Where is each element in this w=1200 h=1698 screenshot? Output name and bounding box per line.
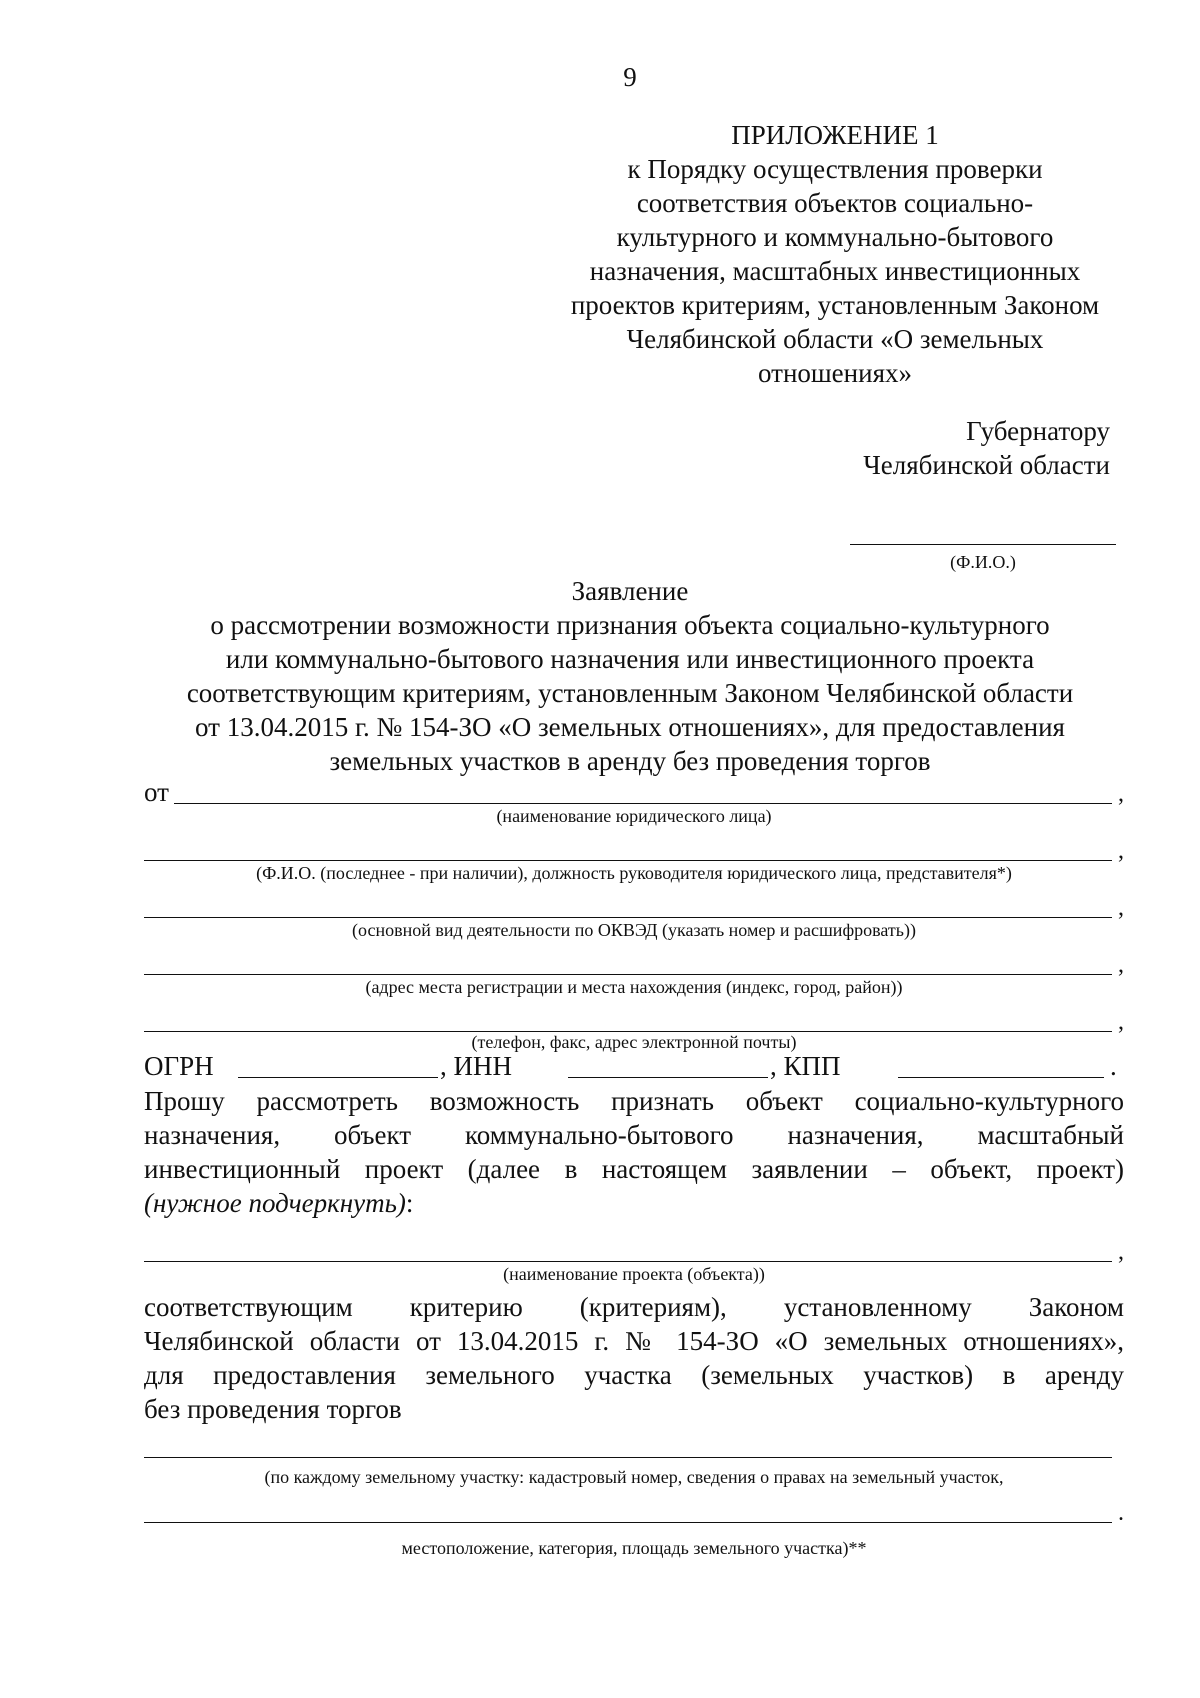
appendix-line: проектов критериям, установленным Законом <box>570 290 1100 320</box>
head-caption: (Ф.И.О. (последнее - при наличии), должность руководителя юридического лица, представителя*) <box>256 863 1012 883</box>
project-name-field[interactable] <box>144 1234 1124 1264</box>
appendix-header <box>555 118 1115 390</box>
legal-name-field[interactable] <box>144 776 1124 806</box>
land-plot-caption-1: (по каждому земельному участку: кадастровый номер, сведения о правах на земельный участок, <box>264 1467 1004 1487</box>
registration-row <box>144 1048 1124 1082</box>
field-comma: , <box>1118 1009 1124 1035</box>
statement-line: или коммунально-бытового назначения или инвестиционного проекта <box>225 644 1035 674</box>
land-plot-field-1[interactable] <box>144 1430 1124 1460</box>
addressee-title: Губернатору <box>966 416 1110 446</box>
contacts-field[interactable] <box>144 1004 1124 1034</box>
fio-caption: (Ф.И.О.) <box>950 552 1016 572</box>
appendix-line: отношениях» <box>758 358 912 388</box>
land-plot-line-2[interactable] <box>144 1522 1112 1523</box>
kpp-input-line[interactable] <box>898 1077 1104 1078</box>
field-comma: , <box>1118 838 1124 864</box>
page-number: 9 <box>623 62 637 92</box>
legal-name-line[interactable] <box>174 803 1112 804</box>
land-plot-field-2[interactable] <box>144 1495 1124 1525</box>
appendix-line: назначения, масштабных инвестиционных <box>589 256 1081 286</box>
appendix-title: ПРИЛОЖЕНИЕ 1 <box>731 120 939 150</box>
inn-input-line[interactable] <box>568 1077 768 1078</box>
address-caption: (адрес места регистрации и места нахождения (индекс, город, район)) <box>365 977 903 997</box>
statement-line: земельных участков в аренду без проведения торгов <box>329 746 931 776</box>
okved-line[interactable] <box>144 917 1112 918</box>
criteria-line: для предоставления земельного участка (земельных участков) в аренду <box>144 1360 1124 1390</box>
criteria-line: соответствующим критерию (критериям), установленному Законом <box>144 1292 1124 1322</box>
ogrn-label: ОГРН <box>144 1051 214 1081</box>
addressee-region: Челябинской области <box>863 450 1110 480</box>
request-line: Прошу рассмотреть возможность признать объект социально-культурного <box>144 1086 1124 1116</box>
criteria-line: без проведения торгов <box>144 1394 402 1424</box>
project-name-line[interactable] <box>144 1261 1112 1262</box>
request-note <box>144 1186 1124 1220</box>
okved-caption: (основной вид деятельности по ОКВЭД (указать номер и расшифровать)) <box>352 920 916 940</box>
okved-field[interactable] <box>144 890 1124 920</box>
registration-end: . <box>1110 1051 1117 1081</box>
address-field[interactable] <box>144 947 1124 977</box>
appendix-line: Челябинской области «О земельных <box>626 324 1044 354</box>
addressee-block <box>863 414 1110 482</box>
criteria-line: Челябинской области от 13.04.2015 г. № 154-ЗО «О земельных отношениях», <box>144 1326 1124 1356</box>
contacts-caption: (телефон, факс, адрес электронной почты) <box>471 1032 797 1052</box>
kpp-label: , КПП <box>770 1051 841 1081</box>
statement-title: Заявление <box>571 576 689 606</box>
from-label: от <box>144 777 169 807</box>
statement-heading <box>130 574 1130 778</box>
appendix-line: соответствия объектов социально- <box>636 188 1034 218</box>
appendix-line: к Порядку осуществления проверки <box>627 154 1043 184</box>
land-plot-line-1[interactable] <box>144 1457 1112 1458</box>
head-field[interactable] <box>144 833 1124 863</box>
field-comma: , <box>1118 895 1124 921</box>
statement-line: о рассмотрении возможности признания объекта социально-культурного <box>210 610 1050 640</box>
fio-input-line[interactable] <box>850 544 1116 545</box>
inn-label: , ИНН <box>440 1051 512 1081</box>
address-line[interactable] <box>144 974 1112 975</box>
statement-line: от 13.04.2015 г. № 154-ЗО «О земельных отношениях», для предоставления <box>195 712 1065 742</box>
statement-line: соответствующим критериям, установленным Законом Челябинской области <box>186 678 1074 708</box>
underline-hint: (нужное подчеркнуть) <box>144 1188 406 1218</box>
field-comma: , <box>1118 781 1124 807</box>
field-period: . <box>1118 1500 1124 1526</box>
request-line: назначения, объект коммунально-бытового назначения, масштабный <box>144 1120 1124 1150</box>
field-comma: , <box>1118 1239 1124 1265</box>
appendix-line: культурного и коммунально-бытового <box>616 222 1054 252</box>
ogrn-input-line[interactable] <box>238 1077 438 1078</box>
field-comma: , <box>1118 952 1124 978</box>
head-line[interactable] <box>144 860 1112 861</box>
request-colon: : <box>405 1188 414 1218</box>
request-line: инвестиционный проект (далее в настоящем заявлении – объект, проект) <box>144 1154 1124 1184</box>
project-name-caption: (наименование проекта (объекта)) <box>503 1264 765 1284</box>
land-plot-caption-2: местоположение, категория, площадь земельного участка)** <box>401 1538 867 1558</box>
legal-name-caption: (наименование юридического лица) <box>496 806 772 826</box>
